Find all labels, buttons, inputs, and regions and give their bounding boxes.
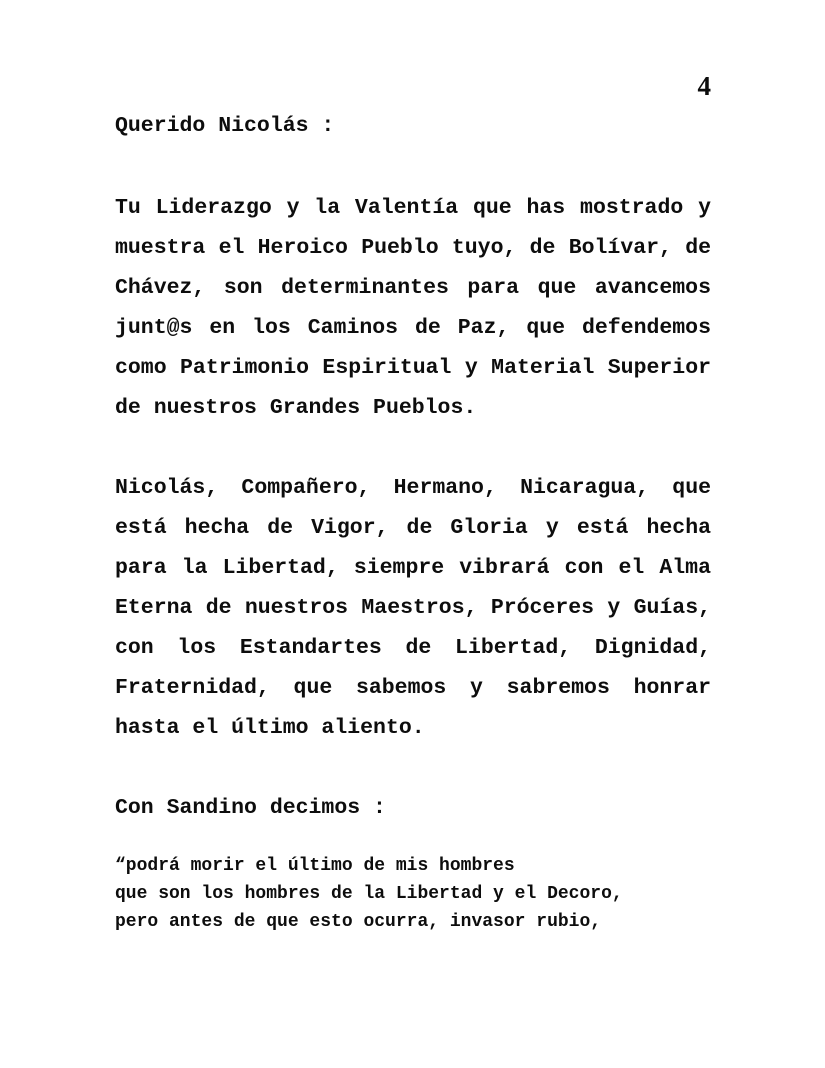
sandino-quote — [115, 852, 711, 936]
letter-content — [115, 0, 711, 936]
paragraph-1-line: Chávez, son determinantes para que avancemos — [115, 276, 711, 300]
paragraph-2-line: Eterna de nuestros Maestros, Próceres y Guías, — [115, 596, 711, 620]
sandino-quote-line: “podrá morir el último de mis hombres — [115, 856, 515, 876]
paragraph-2-line: Fraternidad, que sabemos y sabremos honrar — [115, 676, 711, 700]
paragraph-2 — [115, 468, 711, 748]
paragraph-2-line: para la Libertad, siempre vibrará con el Alma — [115, 556, 711, 580]
paragraph-2-line: con los Estandartes de Libertad, Dignidad, — [115, 636, 711, 660]
paragraph-1-line: junt@s en los Caminos de Paz, que defendemos — [115, 316, 711, 340]
paragraph-1-line: de nuestros Grandes Pueblos. — [115, 396, 477, 420]
paragraph-1-line: como Patrimonio Espiritual y Material Superior — [115, 356, 711, 380]
sandino-intro: Con Sandino decimos : — [115, 796, 386, 820]
salutation: Querido Nicolás : — [115, 114, 335, 138]
paragraph-2-line: Nicolás, Compañero, Hermano, Nicaragua, que — [115, 476, 711, 500]
paragraph-1-line: Tu Liderazgo y la Valentía que has mostrado y — [115, 196, 711, 220]
paragraph-1-line: muestra el Heroico Pueblo tuyo, de Bolívar, de — [115, 236, 711, 260]
sandino-quote-line: que son los hombres de la Libertad y el Decoro, — [115, 884, 623, 904]
paragraph-2-line: está hecha de Vigor, de Gloria y está hecha — [115, 516, 711, 540]
page-number: 4 — [697, 71, 711, 101]
paragraph-2-line: hasta el último aliento. — [115, 716, 425, 740]
paragraph-1 — [115, 188, 711, 428]
sandino-quote-line: pero antes de que esto ocurra, invasor rubio, — [115, 912, 602, 932]
